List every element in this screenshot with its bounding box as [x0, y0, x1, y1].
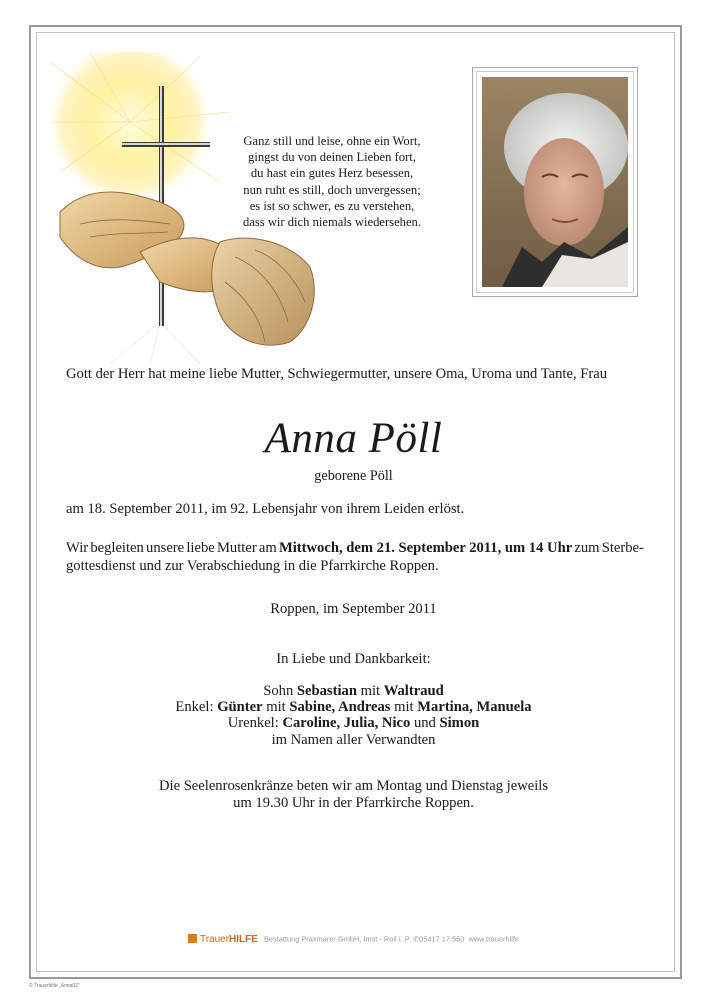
rosary-notice	[0, 778, 707, 812]
with-word: mit	[266, 699, 286, 716]
great-grandchild-name: Simon	[439, 715, 480, 732]
grandchildren-prefix: Enkel:	[175, 699, 214, 716]
poem-line: dass wir dich niemals wiedersehen.	[242, 215, 421, 230]
funeral-date: Mittwoch, dem 21. September 2011, um 14 Uhr	[278, 540, 573, 556]
family-on-behalf: im Namen aller Verwandten	[271, 731, 436, 748]
poem-line: gingst du von deinen Lieben fort,	[248, 150, 416, 165]
funeral-word: begleiten	[90, 540, 144, 556]
grandchild-name: Martina, Manuela	[417, 699, 532, 716]
footer	[0, 934, 707, 945]
birth-name: geborene Pöll	[314, 468, 393, 484]
poem-line: es ist so schwer, es zu verstehen,	[249, 198, 415, 213]
grandchild-name: Günter	[217, 699, 263, 716]
grandchild-name: Sabine, Andreas	[289, 699, 391, 716]
rosary-line-2: um 19.30 Uhr in der Pfarrkirche Roppen.	[233, 795, 474, 811]
brand-part-2: HILFE	[229, 934, 258, 945]
funeral-word: unsere	[146, 540, 185, 556]
funeral-notice	[66, 539, 644, 575]
son-partner: Waltraud	[383, 683, 444, 699]
footer-company: Bestattung Praxmarer GmbH, Imst - Roil I. P.	[264, 934, 411, 944]
funeral-word: Mutter	[216, 540, 257, 556]
footer-phone: 05417 17 550	[419, 934, 465, 944]
poem-line: nun ruht es still, doch unvergessen;	[243, 182, 421, 197]
brand-name[interactable]	[200, 934, 258, 945]
footer-web[interactable]: www.trauerhilfe	[468, 934, 520, 944]
memorial-poem	[222, 133, 442, 230]
family-list	[0, 683, 707, 748]
funeral-line-1	[66, 539, 644, 557]
shadow-rays	[110, 322, 200, 364]
copyright: © Trauerhilfe „Anna02”	[29, 983, 80, 989]
funeral-word: zum	[574, 540, 600, 556]
poem-line: Ganz still und leise, ohne ein Wort,	[243, 134, 421, 148]
and-word: und	[413, 715, 436, 732]
funeral-word: liebe	[186, 540, 215, 556]
funeral-line-2: gottesdienst und zur Verabschiedung in die Pfarrkirche Roppen.	[66, 558, 439, 574]
deceased-name: Anna Pöll	[264, 415, 443, 462]
son-name: Sebastian	[296, 683, 357, 699]
portrait-frame	[472, 67, 638, 297]
poem-line: du hast ein gutes Herz besessen,	[250, 166, 414, 181]
rosary-line-1: Die Seelenrosenkränze beten wir am Montag und Dienstag jeweils	[158, 778, 549, 794]
with-word: mit	[360, 683, 381, 699]
funeral-word: Wir	[66, 540, 89, 556]
death-notice: am 18. September 2011, im 92. Lebensjahr von ihrem Leiden erlöst.	[66, 501, 465, 517]
great-grandchildren-prefix: Urenkel:	[227, 715, 279, 732]
place-date: Roppen, im September 2011	[270, 601, 437, 617]
brand-part-1: Trauer	[199, 934, 230, 945]
family-great-grandchildren	[0, 715, 707, 731]
gratitude-line: In Liebe und Dankbarkeit:	[276, 651, 431, 667]
portrait-photo	[482, 77, 628, 287]
face	[524, 138, 604, 246]
intro-text: Gott der Herr hat meine liebe Mutter, Schwiegermutter, unsere Oma, Uroma und Tante, Frau	[66, 366, 607, 382]
sun-glow	[50, 52, 215, 207]
family-son	[0, 683, 707, 699]
family-grandchildren	[0, 699, 707, 715]
trauerhilfe-logo-icon	[188, 934, 197, 943]
funeral-word: Sterbe-	[601, 540, 644, 556]
son-prefix: Sohn	[263, 683, 294, 699]
with-word: mit	[394, 699, 414, 716]
great-grandchild-names: Caroline, Julia, Nico	[282, 715, 411, 732]
funeral-word: am	[258, 540, 277, 556]
phone-icon: ✆	[412, 934, 420, 944]
